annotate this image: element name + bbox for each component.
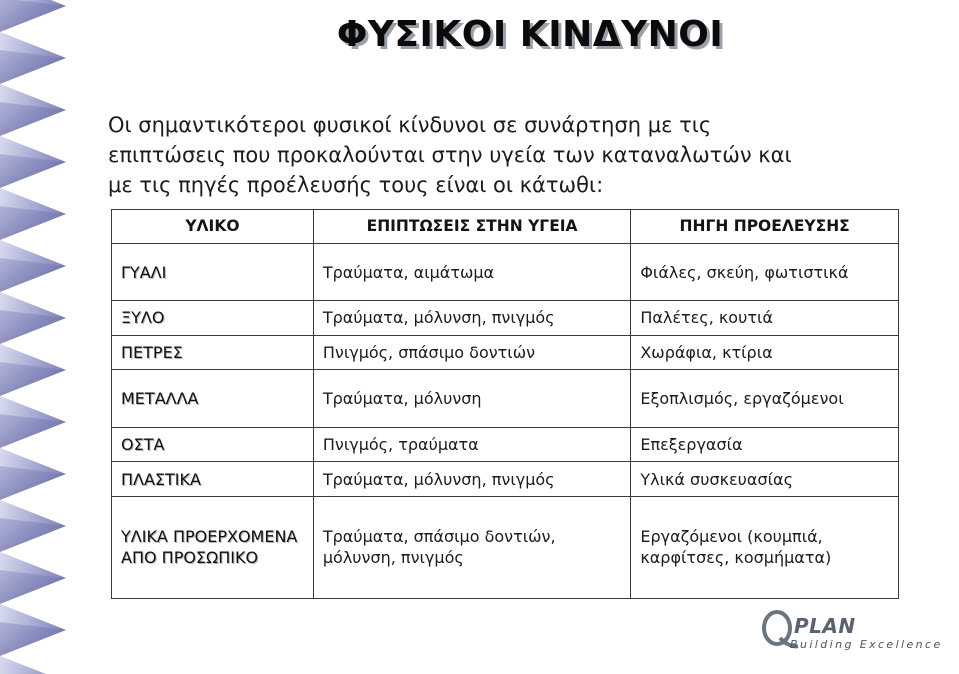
- effects-cell: Τραύματα, αιμάτωμα: [313, 244, 630, 301]
- deco-triangle-highlight: [0, 656, 66, 674]
- left-decorative-pattern: [0, 0, 82, 674]
- table-row: [112, 301, 899, 336]
- table-row: [112, 496, 899, 598]
- deco-triangle: [0, 0, 66, 32]
- page-title: ΦΥΣΙΚΟΙ ΚΙΝΔΥΝΟΙ: [336, 14, 724, 55]
- material-cell: ΞΥΛΟ: [112, 301, 314, 336]
- source-cell: Χωράφια, κτίρια: [631, 335, 899, 370]
- source-cell: Εργαζόμενοι (κουμπιά, καρφίτσες, κοσμήματα): [631, 496, 899, 598]
- source-cell: Παλέτες, κουτιά: [631, 301, 899, 336]
- material-cell: ΥΛΙΚΑ ΠΡΟΕΡΧΟΜΕΝΑ ΑΠΟ ΠΡΟΣΩΠΙΚΟ: [112, 496, 314, 598]
- intro-paragraph: [108, 110, 908, 200]
- intro-line: με τις πηγές προέλευσής τους είναι οι κάτωθι:: [108, 173, 604, 197]
- intro-line: Οι σημαντικότεροι φυσικοί κίνδυνοι σε συνάρτηση με τις: [108, 113, 712, 137]
- effects-cell: Πνιγμός, σπάσιμο δοντιών: [313, 335, 630, 370]
- material-cell: ΓΥΑΛΙ: [112, 244, 314, 301]
- material-cell: ΟΣΤΑ: [112, 427, 314, 462]
- table-row: [112, 244, 899, 301]
- effects-cell: Τραύματα, μόλυνση, πνιγμός: [313, 301, 630, 336]
- source-cell: Υλικά συσκευασίας: [631, 462, 899, 497]
- hazards-table: [111, 209, 899, 599]
- table-row: [112, 370, 899, 427]
- table-row: [112, 427, 899, 462]
- logo-tagline: Building Excellence: [790, 638, 943, 651]
- material-cell: ΜΕΤΑΛΛΑ: [112, 370, 314, 427]
- material-cell: ΠΛΑΣΤΙΚΑ: [112, 462, 314, 497]
- header-material: ΥΛΙΚΟ: [112, 210, 314, 244]
- intro-line: επιπτώσεις που προκαλούνται στην υγεία των καταναλωτών και: [108, 143, 792, 167]
- source-cell: Φιάλες, σκεύη, φωτιστικά: [631, 244, 899, 301]
- effects-cell: Τραύματα, μόλυνση: [313, 370, 630, 427]
- material-cell: ΠΕΤΡΕΣ: [112, 335, 314, 370]
- effects-cell: Τραύματα, μόλυνση, πνιγμός: [313, 462, 630, 497]
- source-cell: Εξοπλισμός, εργαζόμενοι: [631, 370, 899, 427]
- table-header-row: [112, 210, 899, 244]
- source-cell: Επεξεργασία: [631, 427, 899, 462]
- logo-brand-text: PLAN: [794, 614, 856, 638]
- qplan-logo: [760, 606, 943, 660]
- header-source: ΠΗΓΗ ΠΡΟΕΛΕΥΣΗΣ: [631, 210, 899, 244]
- effects-cell: Τραύματα, σπάσιμο δοντιών, μόλυνση, πνιγμός: [313, 496, 630, 598]
- table-row: [112, 335, 899, 370]
- header-effects: ΕΠΙΠΤΩΣΕΙΣ ΣΤΗΝ ΥΓΕΙΑ: [313, 210, 630, 244]
- table-row: [112, 462, 899, 497]
- effects-cell: Πνιγμός, τραύματα: [313, 427, 630, 462]
